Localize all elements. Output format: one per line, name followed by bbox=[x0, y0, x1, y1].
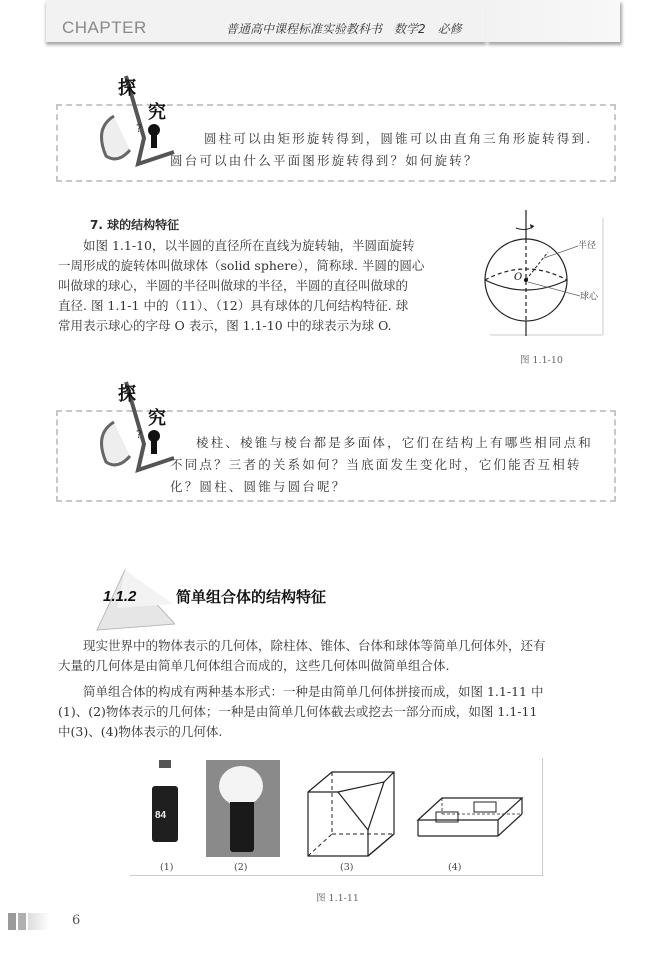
text-line: (1)、(2)物体表示的几何体；一种是由简单几何体截去或挖去一部分而成，如图 1.1-11 bbox=[58, 704, 538, 719]
svg-text:?: ? bbox=[136, 122, 142, 135]
sphere-diagram-icon bbox=[470, 200, 620, 340]
section7-paragraph bbox=[58, 236, 468, 336]
chapter-label: CHAPTER bbox=[62, 18, 147, 37]
lamp-photo bbox=[206, 760, 280, 857]
explore-text-1b bbox=[170, 150, 610, 172]
figure-label-3: (3) bbox=[340, 862, 354, 873]
page-marker-bar bbox=[18, 913, 26, 930]
label-center: 球心 bbox=[580, 292, 599, 302]
text-line: 叫做球的球心，半圆的半径叫做球的半径，半圆的直径叫做球的 bbox=[58, 278, 409, 293]
text-line: 一周形成的旋转体叫做球体（solid sphere），简称球. 半圆的圆心 bbox=[58, 258, 425, 273]
page-marker-bar bbox=[8, 913, 16, 930]
explore-text-1 bbox=[186, 128, 606, 150]
explore-char-2: 究 bbox=[148, 408, 166, 429]
figure-1-1-11 bbox=[130, 758, 543, 876]
text-line: 如图 1.1-10，以半圆的直径所在直线为旋转轴，半圆面旋转 bbox=[83, 238, 415, 253]
explore-icon bbox=[74, 68, 184, 168]
explore-icon bbox=[74, 374, 184, 474]
text-line: 直径. 图 1.1-1 中的（11）、（12）具有球体的几何结构特征. 球 bbox=[58, 298, 409, 313]
text-line: 化？圆柱、圆锥与圆台呢？ bbox=[170, 479, 347, 494]
page-marker-bar bbox=[28, 913, 50, 930]
hollow-slab-diagram bbox=[416, 788, 526, 844]
book-title: 普通高中课程标准实验教科书 数学2 必修 bbox=[226, 22, 462, 36]
label-o: O bbox=[514, 272, 523, 283]
label-radius: 半径 bbox=[578, 241, 597, 251]
subsection-number: 1.1.2 bbox=[103, 588, 137, 605]
bottle-photo bbox=[150, 760, 180, 846]
figure-caption-1-1-11: 图 1.1-11 bbox=[316, 893, 359, 904]
figure-label-4: (4) bbox=[448, 862, 462, 873]
text-line: 常用表示球心的字母 O 表示，图 1.1-10 中的球表示为球 O. bbox=[58, 318, 392, 333]
combo-paragraph-1 bbox=[58, 636, 618, 676]
explore-char-1: 探 bbox=[118, 384, 136, 405]
text-line: 大量的几何体是由简单几何体组合而成的，这些几何体叫做简单组合体. bbox=[58, 658, 450, 673]
svg-text:?: ? bbox=[136, 428, 142, 441]
bottle-label: 84 bbox=[155, 810, 167, 821]
figure-caption-1-1-10: 图 1.1-10 bbox=[520, 355, 563, 366]
text-line: 圆台可以由什么平面图形旋转得到？如何旋转？ bbox=[170, 153, 479, 168]
text-line: 现实世界中的物体表示的几何体，除柱体、锥体、台体和球体等简单几何体外，还有 bbox=[83, 638, 546, 653]
page-header-right bbox=[486, 0, 620, 42]
sphere-figure bbox=[470, 200, 620, 340]
explore-char-2: 究 bbox=[148, 102, 166, 123]
figure-label-1: (1) bbox=[160, 862, 174, 873]
explore-char-1: 探 bbox=[118, 78, 136, 99]
section-title: 7. 球的结构特征 bbox=[90, 218, 180, 232]
text-line: 圆柱可以由矩形旋转得到，圆锥可以由直角三角形旋转得到. bbox=[204, 131, 593, 146]
subsection-title: 简单组合体的结构特征 bbox=[176, 588, 327, 606]
cut-cube-diagram bbox=[302, 768, 402, 862]
combo-paragraph-2 bbox=[58, 682, 618, 742]
page-number: 6 bbox=[72, 913, 81, 928]
text-line: 中(3)、(4)物体表示的几何体. bbox=[58, 724, 223, 739]
text-line: 棱柱、棱锥与棱台都是多面体，它们在结构上有哪些相同点和 bbox=[196, 435, 593, 450]
figure-label-2: (2) bbox=[234, 862, 248, 873]
text-line: 简单组合体的构成有两种基本形式：一种是由简单几何体拼接而成，如图 1.1-11 中 bbox=[83, 684, 544, 699]
explore-text-2 bbox=[170, 432, 610, 498]
text-line: 不同点？三者的关系如何？当底面发生变化时，它们能否互相转 bbox=[170, 457, 582, 472]
